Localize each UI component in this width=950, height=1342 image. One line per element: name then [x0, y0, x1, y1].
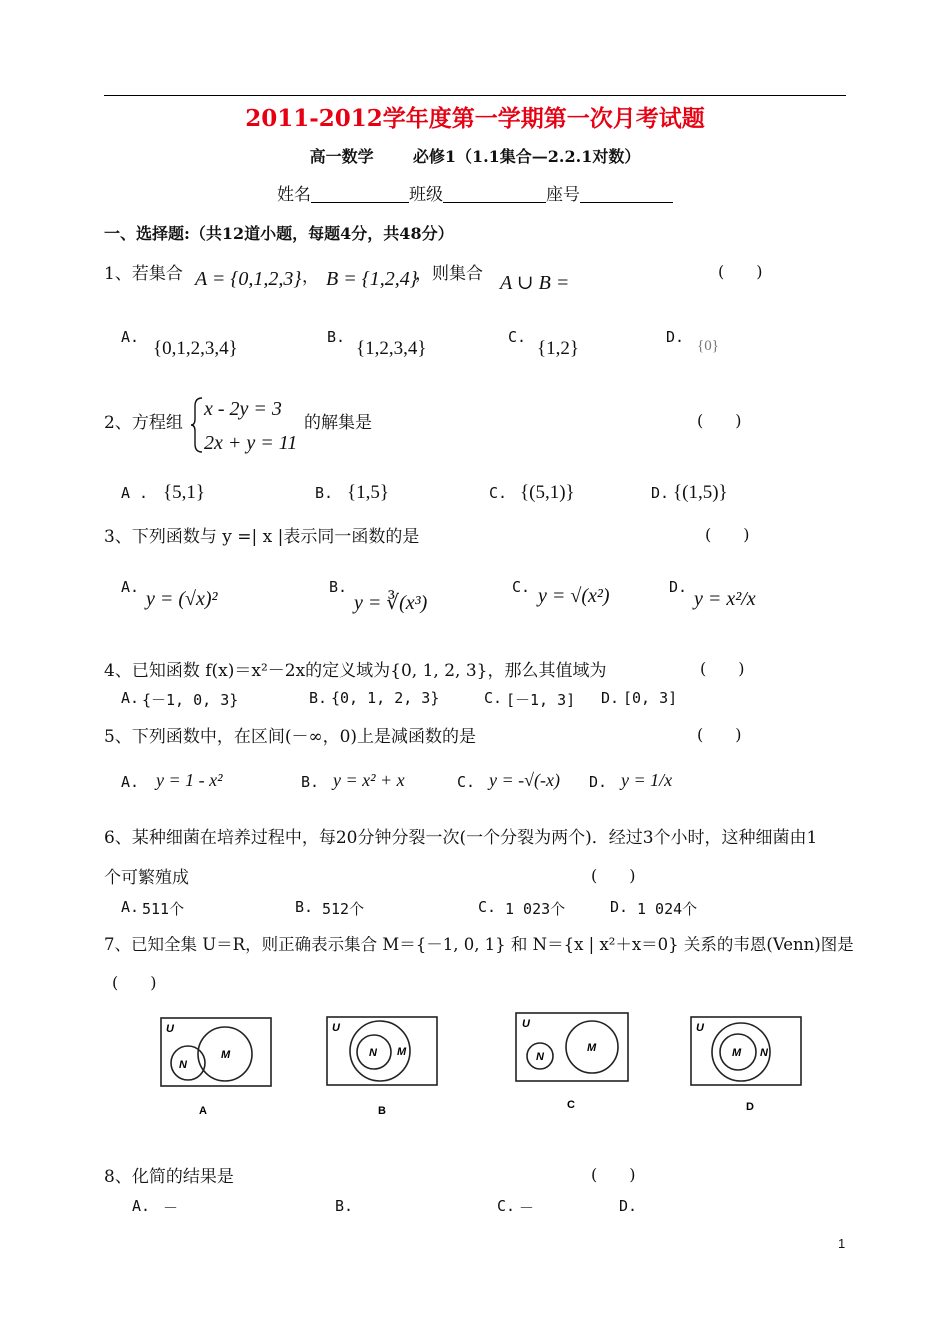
q4-option-b[interactable]: {0, 1, 2, 3}: [331, 689, 440, 707]
q8-option-d-label: D.: [619, 1197, 638, 1215]
q2-suffix: 的解集是: [304, 413, 372, 433]
venn-b-caption: B: [378, 1105, 386, 1117]
q1-expression: A ∪ B =: [500, 272, 570, 294]
name-field[interactable]: [311, 186, 409, 203]
q4-option-d-label: D.: [601, 689, 620, 707]
q1-comma: ，: [302, 267, 319, 287]
venn-a-caption: A: [199, 1105, 207, 1117]
name-label: 姓名: [277, 185, 311, 205]
header-rule: [104, 95, 846, 96]
q2-prefix: 2、方程组: [104, 413, 183, 433]
exam-subtitle: [0, 144, 950, 167]
q3-option-c-label: C.: [512, 578, 531, 596]
q4-option-a[interactable]: {－1, 0, 3}: [142, 691, 239, 709]
q8-option-a[interactable]: －: [163, 1199, 179, 1217]
q6-text-line2: 个可繁殖成: [104, 868, 189, 888]
q2-equation-1: x - 2y = 3: [204, 398, 282, 420]
q2-option-c-label: C.: [489, 484, 508, 502]
q6-option-b[interactable]: 512个: [322, 900, 365, 918]
class-field[interactable]: [443, 186, 546, 203]
q1-option-a[interactable]: {0,1,2,3,4}: [153, 338, 238, 359]
venn-b-label-m: M: [397, 1046, 407, 1058]
q5-option-b-label: B.: [301, 773, 320, 791]
q1-option-c[interactable]: {1,2}: [537, 338, 579, 359]
q3-option-d-label: D.: [669, 578, 688, 596]
q2-option-d-label: D.: [651, 484, 670, 502]
q3-option-d[interactable]: y = x²/x: [694, 588, 756, 610]
q6-option-b-label: B.: [295, 898, 314, 916]
venn-a-label-m: M: [221, 1049, 231, 1061]
q1-option-b-label: B.: [327, 328, 346, 346]
q1-option-d-label: D.: [666, 328, 685, 346]
venn-a-label-n: N: [179, 1059, 187, 1071]
course-name: 高一数学: [309, 147, 374, 166]
q8-answer-paren[interactable]: ( ): [591, 1165, 636, 1184]
q8-text: 8、化简的结果是: [104, 1167, 234, 1187]
q8-option-c[interactable]: －: [519, 1199, 535, 1217]
q6-option-a[interactable]: 511个: [142, 900, 185, 918]
venn-diagram-b[interactable]: [322, 1012, 447, 1120]
q8-option-c-label: C.: [497, 1197, 516, 1215]
exam-title: 2011-2012学年度第一学期第一次月考试题: [245, 105, 705, 132]
student-info-row: [0, 180, 950, 205]
q5-option-c-label: C.: [457, 773, 476, 791]
page-number: 1: [838, 1236, 846, 1251]
venn-c-label-u: U: [522, 1018, 530, 1030]
q1-option-c-label: C.: [508, 328, 527, 346]
q1-answer-paren[interactable]: ( ): [718, 262, 763, 281]
q3-answer-paren[interactable]: ( ): [705, 525, 750, 544]
q2-option-c[interactable]: {(5,1)}: [520, 482, 575, 503]
q1-option-d[interactable]: {0}: [697, 338, 719, 354]
q3-option-a-label: A.: [121, 578, 140, 596]
venn-d-caption: D: [746, 1101, 754, 1113]
q2-option-b[interactable]: {1,5}: [347, 482, 389, 503]
q5-option-d-label: D.: [589, 773, 608, 791]
q1-set-b: B = {1,2,4}: [326, 268, 418, 290]
q1-option-b[interactable]: {1,2,3,4}: [356, 338, 427, 359]
venn-c-label-m: M: [587, 1042, 597, 1054]
q1-then: ，则集合: [415, 264, 483, 284]
q2-answer-paren[interactable]: ( ): [697, 411, 742, 430]
venn-b-label-n: N: [369, 1047, 377, 1059]
q4-answer-paren[interactable]: ( ): [700, 659, 745, 678]
q2-system-brace: [190, 396, 204, 454]
q2-option-d[interactable]: {(1,5)}: [673, 482, 728, 503]
venn-c-universe: [516, 1013, 628, 1081]
venn-a-label-u: U: [166, 1023, 174, 1035]
venn-c-label-n: N: [536, 1051, 544, 1063]
q6-option-c[interactable]: 1 023个: [505, 900, 566, 918]
q3-option-b-label: B.: [329, 578, 348, 596]
venn-d-label-u: U: [696, 1022, 704, 1034]
q5-option-a[interactable]: y = 1 - x²: [156, 770, 223, 790]
q3-option-a[interactable]: y = (√x)²: [146, 588, 218, 610]
q1-option-a-label: A.: [121, 328, 140, 346]
class-label: 班级: [409, 185, 443, 205]
q7-text: 7、已知全集 U＝R，则正确表示集合 M＝{－1, 0, 1} 和 N＝{x | x²＋x＝0} 关系的韦恩(Venn)图是: [104, 935, 854, 954]
q2-option-a-label: A .: [121, 484, 149, 502]
q5-option-c[interactable]: y = -√(-x): [489, 770, 560, 790]
venn-d-universe: [691, 1017, 801, 1085]
q3-option-c[interactable]: y = √(x²): [538, 585, 610, 607]
q4-text: 4、已知函数 f(x)＝x²－2x的定义域为{0, 1, 2, 3}，那么其值域为: [104, 661, 607, 681]
q3-option-b[interactable]: y = ∛(x³): [354, 592, 428, 614]
q7-answer-paren[interactable]: ( ): [112, 973, 157, 992]
venn-c-caption: C: [567, 1099, 575, 1111]
q4-option-b-label: B.: [309, 689, 328, 707]
q5-option-d[interactable]: y = 1/x: [621, 770, 673, 790]
q3-text: 3、下列函数与 y =| x |表示同一函数的是: [104, 527, 420, 547]
venn-d-label-n: N: [760, 1047, 768, 1059]
q8-option-a-label: A.: [132, 1197, 151, 1215]
q5-answer-paren[interactable]: ( ): [697, 725, 742, 744]
q5-option-b[interactable]: y = x² + x: [333, 770, 405, 790]
q6-option-d[interactable]: 1 024个: [637, 900, 698, 918]
q6-answer-paren[interactable]: ( ): [591, 866, 636, 885]
book-scope: 必修1（1.1集合—2.2.1对数）: [412, 147, 641, 166]
q4-option-d[interactable]: [0, 3]: [623, 689, 678, 707]
q4-option-a-label: A.: [121, 689, 140, 707]
q6-option-a-label: A.: [121, 898, 140, 916]
q6-option-d-label: D.: [610, 898, 629, 916]
venn-b-label-u: U: [332, 1022, 340, 1034]
venn-diagram-a[interactable]: [155, 1012, 280, 1120]
q2-option-b-label: B.: [315, 484, 334, 502]
q1-prefix: 1、若集合: [104, 264, 183, 284]
q4-option-c[interactable]: [－1, 3]: [506, 691, 576, 709]
q4-option-c-label: C.: [484, 689, 503, 707]
q2-option-a[interactable]: {5,1}: [163, 482, 205, 503]
venn-diagram-c[interactable]: [511, 1008, 636, 1116]
q5-text: 5、下列函数中，在区间(－∞，0)上是减函数的是: [104, 727, 477, 747]
seat-field[interactable]: [580, 186, 673, 203]
q8-option-b-label: B.: [335, 1197, 354, 1215]
venn-b-universe: [327, 1017, 437, 1085]
q6-option-c-label: C.: [478, 898, 497, 916]
section-heading: 一、选择题:（共12道小题，每题4分，共48分）: [104, 224, 454, 243]
venn-diagram-d[interactable]: [686, 1012, 811, 1120]
q1-set-a: A = {0,1,2,3}: [195, 268, 302, 290]
q5-option-a-label: A.: [121, 773, 140, 791]
seat-label: 座号: [546, 185, 580, 205]
venn-d-label-m: M: [732, 1047, 742, 1059]
q6-text-line1: 6、某种细菌在培养过程中，每20分钟分裂一次(一个分裂为两个)．经过3个小时，这种细菌由1: [104, 828, 818, 848]
q2-equation-2: 2x + y = 11: [204, 432, 298, 454]
